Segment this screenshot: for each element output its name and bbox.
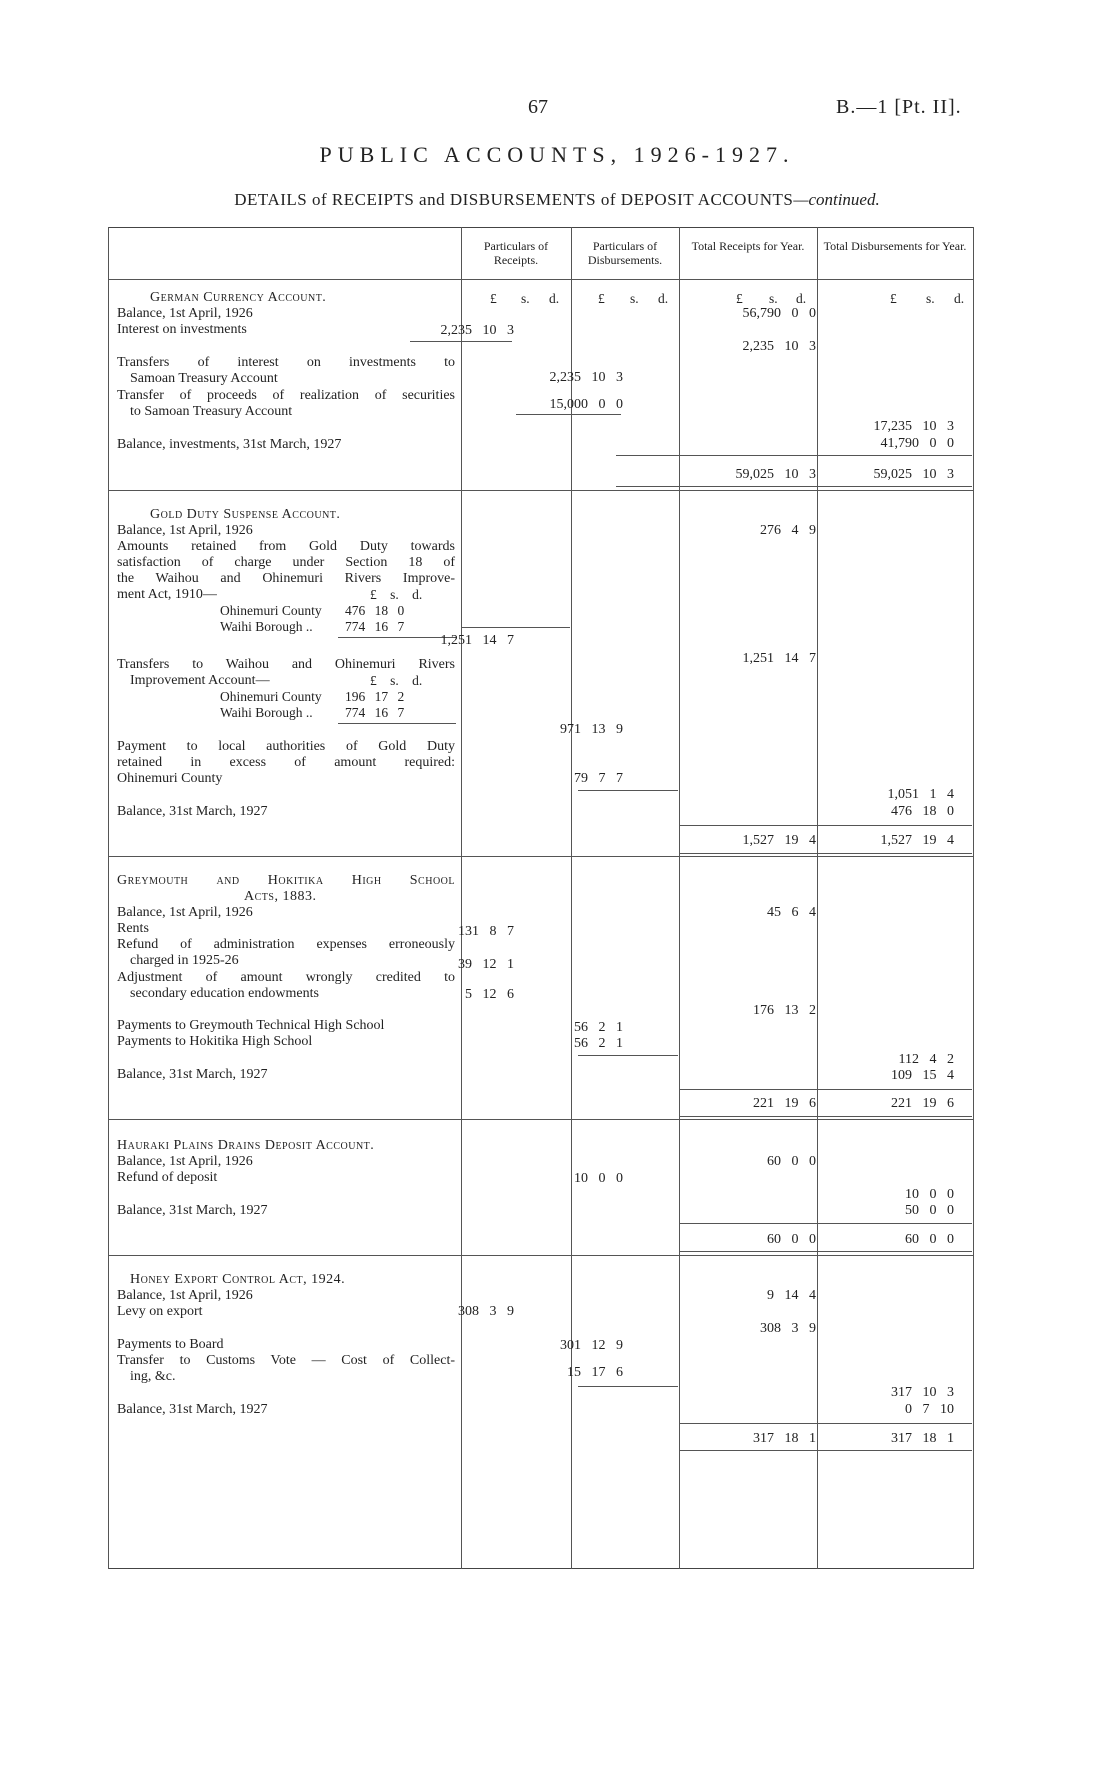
col-header-total-disbursements: Total Disbursements for Year.	[823, 239, 967, 253]
page-subtitle	[0, 190, 1114, 210]
total-receipts: 60 0 0	[767, 1232, 816, 1247]
disbursement-amount: 2,235 10 3	[549, 370, 623, 385]
page-title: PUBLIC ACCOUNTS, 1926-1927.	[319, 142, 795, 167]
row-label: ment Act, 1910—	[117, 587, 217, 602]
row-label: Improvement Account—	[130, 673, 270, 688]
sum-rule	[680, 1223, 972, 1224]
total-receipt-amount: 176 13 2	[753, 1003, 816, 1018]
section-divider	[108, 490, 974, 491]
column-rule	[108, 227, 109, 1569]
receipt-amount: 39 12 1	[458, 957, 514, 972]
total-receipt-amount: 276 4 9	[760, 523, 816, 538]
row-label: Payments to Greymouth Technical High School	[117, 1018, 385, 1033]
total-disbursement-amount: 17,235 10 3	[873, 419, 954, 434]
unit-pence: d.	[796, 291, 807, 306]
total-rule	[680, 853, 972, 854]
receipt-amount: 308 3 9	[458, 1304, 514, 1319]
sub-rule	[338, 723, 456, 724]
total-disbursement-amount: 476 18 0	[891, 804, 954, 819]
disbursement-amount: 56 2 1	[574, 1036, 623, 1051]
row-label: Balance, 31st March, 1927	[117, 1203, 268, 1218]
accounts-table	[108, 227, 974, 1569]
section-heading: German Currency Account.	[150, 290, 327, 305]
disbursement-amount: 56 2 1	[574, 1020, 623, 1035]
sum-rule	[680, 1423, 972, 1424]
sub-units: £ s. d.	[370, 587, 423, 602]
column-rule	[461, 227, 462, 1569]
section-divider	[108, 856, 974, 857]
col-header-disbursements: Particulars of Disbursements.	[587, 239, 663, 267]
sub-label: Waihi Borough ..	[220, 619, 313, 634]
row-label: secondary education endowments	[130, 986, 319, 1001]
row-label: Balance, 1st April, 1926	[117, 523, 253, 538]
total-rule	[616, 486, 972, 487]
total-receipt-amount: 45 6 4	[767, 905, 816, 920]
section-heading: Hauraki Plains Drains Deposit Account.	[117, 1138, 375, 1153]
unit-pence: d.	[954, 291, 965, 306]
unit-pounds: £	[890, 291, 897, 306]
total-receipt-amount: 308 3 9	[760, 1321, 816, 1336]
column-rule	[817, 227, 818, 1569]
disbursement-amount: 301 12 9	[560, 1338, 623, 1353]
page-reference: B.—1 [Pt. II].	[836, 96, 962, 118]
disbursement-amount: 15 17 6	[567, 1365, 623, 1380]
row-label: Levy on export	[117, 1304, 203, 1319]
col-header-receipts: Particulars of Receipts.	[483, 239, 549, 267]
unit-pounds: £	[736, 291, 743, 306]
page-number: 67	[528, 96, 548, 118]
row-label: Ohinemuri County	[117, 771, 223, 786]
section-heading: Greymouth and Hokitika High School	[117, 873, 455, 888]
total-receipt-amount: 2,235 10 3	[742, 339, 816, 354]
total-receipt-amount: 1,251 14 7	[742, 651, 816, 666]
receipt-amount: 5 12 6	[465, 987, 514, 1002]
total-receipt-amount: 9 14 4	[767, 1288, 816, 1303]
section-heading: Acts, 1883.	[244, 889, 317, 904]
row-label: retained in excess of amount required:	[117, 755, 455, 770]
table-top-rule	[108, 227, 974, 228]
unit-pence: d.	[549, 291, 560, 306]
row-label: Payments to Board	[117, 1337, 224, 1352]
row-label: Adjustment of amount wrongly credited to	[117, 970, 455, 985]
row-label: Refund of deposit	[117, 1170, 218, 1185]
row-label: Interest on investments	[117, 322, 247, 337]
row-label: Balance, 31st March, 1927	[117, 804, 268, 819]
sum-rule	[516, 414, 621, 415]
row-label: charged in 1925-26	[130, 953, 239, 968]
row-label: Balance, investments, 31st March, 1927	[117, 437, 342, 452]
disbursement-amount: 79 7 7	[574, 771, 623, 786]
row-label: Balance, 1st April, 1926	[117, 1288, 253, 1303]
row-label: Refund of administration expenses erroneously	[117, 937, 455, 952]
total-receipts: 1,527 19 4	[742, 833, 816, 848]
sum-rule	[680, 825, 972, 826]
row-label: Balance, 31st March, 1927	[117, 1402, 268, 1417]
total-disbursement-amount: 317 10 3	[891, 1385, 954, 1400]
total-receipts: 317 18 1	[753, 1431, 816, 1446]
disbursement-amount: 15,000 0 0	[549, 397, 623, 412]
row-label: Transfer to Customs Vote — Cost of Collect-	[117, 1353, 455, 1368]
row-label: Transfer of proceeds of realization of securities	[117, 388, 455, 403]
unit-shillings: s.	[926, 291, 935, 306]
total-rule	[680, 1116, 972, 1117]
receipt-amount: 1,251 14 7	[440, 633, 514, 648]
row-label: Balance, 31st March, 1927	[117, 1067, 268, 1082]
total-disbursement-amount: 50 0 0	[905, 1203, 954, 1218]
column-rule	[973, 227, 974, 1569]
unit-shillings: s.	[630, 291, 639, 306]
row-label: Rents	[117, 921, 149, 936]
col-header-total-receipts: Total Receipts for Year.	[691, 239, 805, 253]
row-label: Balance, 1st April, 1926	[117, 306, 253, 321]
sum-rule	[578, 1386, 678, 1387]
receipt-amount: 2,235 10 3	[440, 323, 514, 338]
total-disbursement-amount: 10 0 0	[905, 1187, 954, 1202]
sum-rule	[410, 341, 512, 342]
sub-label: Waihi Borough ..	[220, 705, 313, 720]
total-receipt-amount: 56,790 0 0	[742, 306, 816, 321]
total-disbursement-amount: 0 7 10	[905, 1402, 954, 1417]
total-receipts: 59,025 10 3	[735, 467, 816, 482]
sum-rule	[578, 790, 678, 791]
section-heading: Gold Duty Suspense Account.	[150, 507, 341, 522]
row-label: Transfers of interest on investments to	[117, 355, 455, 370]
sub-amount: 774 16 7	[345, 705, 405, 720]
sub-units: £ s. d.	[370, 673, 423, 688]
sub-amount: 774 16 7	[345, 619, 405, 634]
unit-pence: d.	[658, 291, 669, 306]
sum-rule	[680, 1089, 972, 1090]
row-label: Payments to Hokitika High School	[117, 1034, 313, 1049]
row-label: Balance, 1st April, 1926	[117, 905, 253, 920]
unit-pounds: £	[490, 291, 497, 306]
row-label: ing, &c.	[130, 1369, 176, 1384]
row-label: Samoan Treasury Account	[130, 371, 278, 386]
table-bottom-rule	[108, 1568, 974, 1569]
section-divider	[108, 1119, 974, 1120]
sub-label: Ohinemuri County	[220, 689, 322, 704]
row-label: to Samoan Treasury Account	[130, 404, 293, 419]
unit-pounds: £	[598, 291, 605, 306]
total-disbursement-amount: 41,790 0 0	[880, 436, 954, 451]
total-disbursement-amount: 109 15 4	[891, 1068, 954, 1083]
subtitle-continued: —continued.	[793, 190, 880, 209]
total-rule	[680, 1450, 972, 1451]
total-disbursements: 221 19 6	[891, 1096, 954, 1111]
disbursement-amount: 10 0 0	[574, 1171, 623, 1186]
total-disbursement-amount: 1,051 1 4	[887, 787, 954, 802]
section-divider	[108, 1255, 974, 1256]
total-rule	[680, 1251, 972, 1252]
row-label: Amounts retained from Gold Duty towards	[117, 539, 455, 554]
sub-label: Ohinemuri County	[220, 603, 322, 618]
total-disbursements: 1,527 19 4	[880, 833, 954, 848]
header-rule	[108, 279, 974, 280]
column-rule	[679, 227, 680, 1569]
total-disbursements: 60 0 0	[905, 1232, 954, 1247]
sub-amount: 196 17 2	[345, 689, 405, 704]
row-label: satisfaction of charge under Section 18 of	[117, 555, 455, 570]
unit-shillings: s.	[521, 291, 530, 306]
disbursement-amount: 971 13 9	[560, 722, 623, 737]
row-label: the Waihou and Ohinemuri Rivers Improve-	[117, 571, 455, 586]
unit-shillings: s.	[769, 291, 778, 306]
row-label: Payment to local authorities of Gold Duty	[117, 739, 455, 754]
sub-rule	[338, 637, 456, 638]
total-receipt-amount: 60 0 0	[767, 1154, 816, 1169]
section-heading: Honey Export Control Act, 1924.	[130, 1272, 346, 1287]
receipt-amount: 131 8 7	[458, 924, 514, 939]
sub-amount: 476 18 0	[345, 603, 405, 618]
total-disbursements: 317 18 1	[891, 1431, 954, 1446]
total-disbursements: 59,025 10 3	[873, 467, 954, 482]
total-disbursement-amount: 112 4 2	[898, 1052, 954, 1067]
sum-rule	[462, 627, 570, 628]
sum-rule	[616, 455, 972, 456]
sum-rule	[578, 1055, 678, 1056]
row-label: Balance, 1st April, 1926	[117, 1154, 253, 1169]
row-label: Transfers to Waihou and Ohinemuri Rivers	[117, 657, 455, 672]
total-receipts: 221 19 6	[753, 1096, 816, 1111]
subtitle-main: DETAILS of RECEIPTS and DISBURSEMENTS of DEPOSIT ACCOUNTS	[234, 190, 794, 209]
